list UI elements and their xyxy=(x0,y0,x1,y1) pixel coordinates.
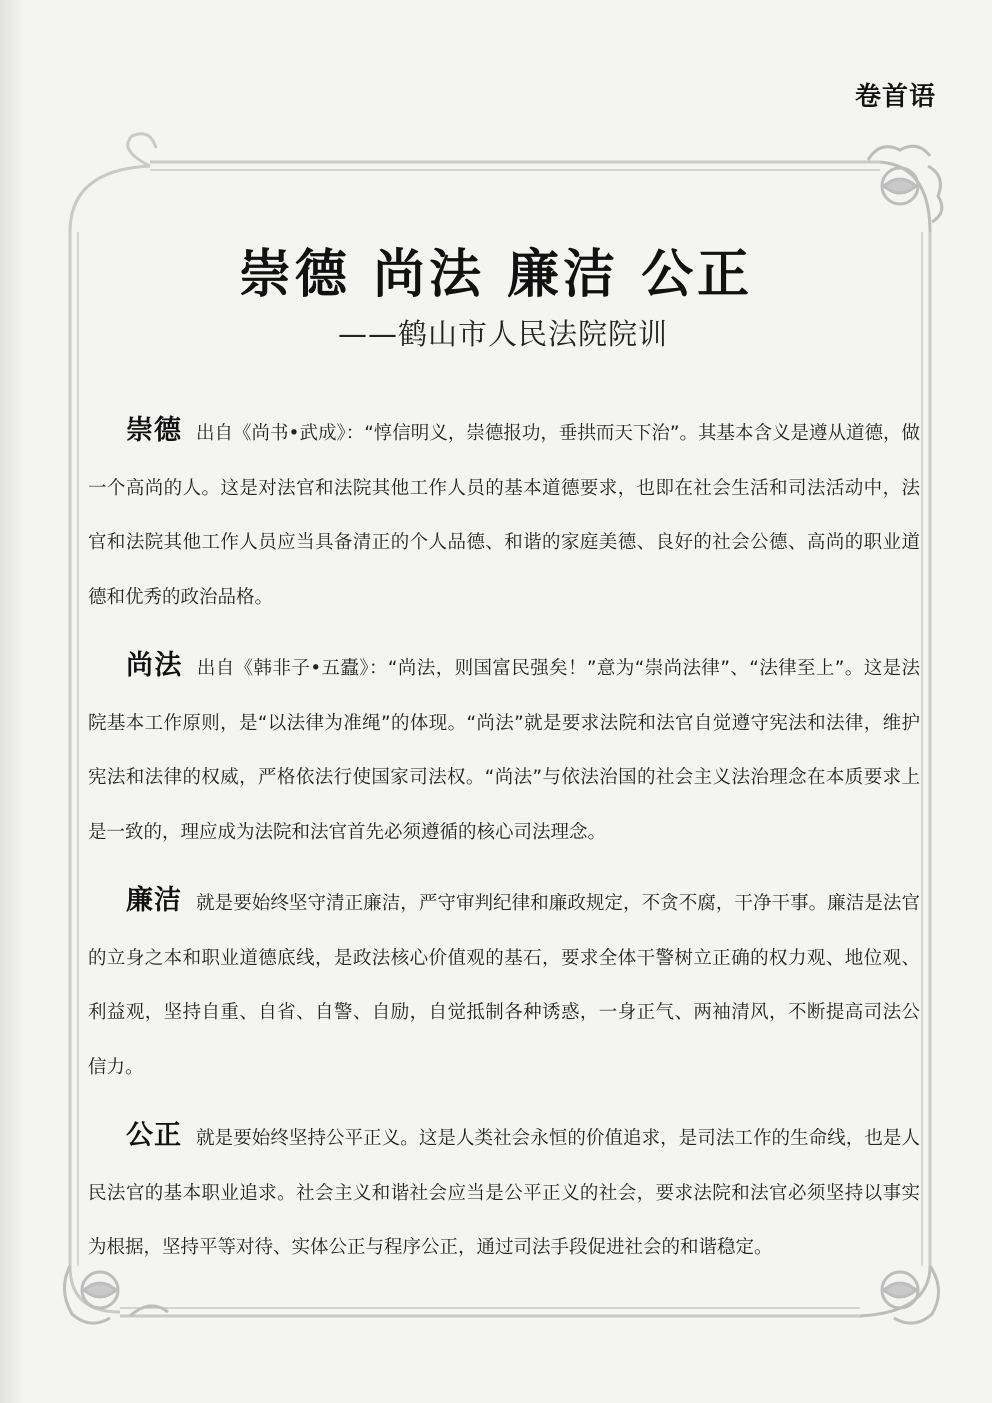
term-heading: 崇德 xyxy=(126,415,183,446)
term-heading: 尚法 xyxy=(126,650,183,681)
page-subtitle: ——鹤山市人民法院院训 xyxy=(338,317,669,351)
corner-ornament-top-right xyxy=(868,146,942,232)
paragraph-text: 就是要始终坚持公平正义。这是人类社会永恒的价值追求，是司法工作的生命线，也是人民法官的基本职业追求。社会主义和谐社会应当是公平正义的社会，要求法院和法官必须坚持以事实为根据，坚持平等对待、实体公正与程序公正，通过司法手段促进社会的和谐稳定。 xyxy=(88,1128,920,1258)
paragraph-shangfa xyxy=(88,639,920,860)
term-heading: 公正 xyxy=(126,1120,183,1151)
paragraph-chongde xyxy=(88,404,920,625)
section-label: 卷首语 xyxy=(854,82,936,112)
paragraph-lianjie xyxy=(88,874,920,1095)
term-heading: 廉洁 xyxy=(126,885,183,916)
paragraph-gongzheng xyxy=(88,1109,920,1276)
page-title: 崇德 尚法 廉洁 公正 xyxy=(238,245,754,305)
body-content xyxy=(88,404,920,1290)
paragraph-text: 就是要始终坚守清正廉洁，严守审判纪律和廉政规定，不贪不腐，干净干事。廉洁是法官的立身之本和职业道德底线，是政法核心价值观的基石，要求全体干警树立正确的权力观、地位观、利益观，坚持自重、自省、自警、自励，自觉抵制各种诱惑，一身正气、两袖清风，不断提高司法公信力。 xyxy=(88,893,920,1078)
paragraph-text: 出自《尚书•武成》：“惇信明义，崇德报功，垂拱而天下治”。其基本含义是遵从道德，做一个高尚的人。这是对法官和法院其他工作人员的基本道德要求，也即在社会生活和司法活动中，法官和法院其他工作人员应当具备清正的个人品德、和谐的家庭美德、良好的社会公德、高尚的职业道德和优秀的政治品格。 xyxy=(88,423,920,608)
paragraph-text: 出自《韩非子•五蠹》：“尚法，则国富民强矣！”意为“崇尚法律”、“法律至上”。这是法院基本工作原则，是“以法律为准绳”的体现。“尚法”就是要求法院和法官自觉遵守宪法和法律，维护宪法和法律的权威，严格依法行使国家司法权。“尚法”与依法治国的社会主义法治理念在本质要求上是一致的，理应成为法院和法官首先必须遵循的核心司法理念。 xyxy=(88,658,921,843)
